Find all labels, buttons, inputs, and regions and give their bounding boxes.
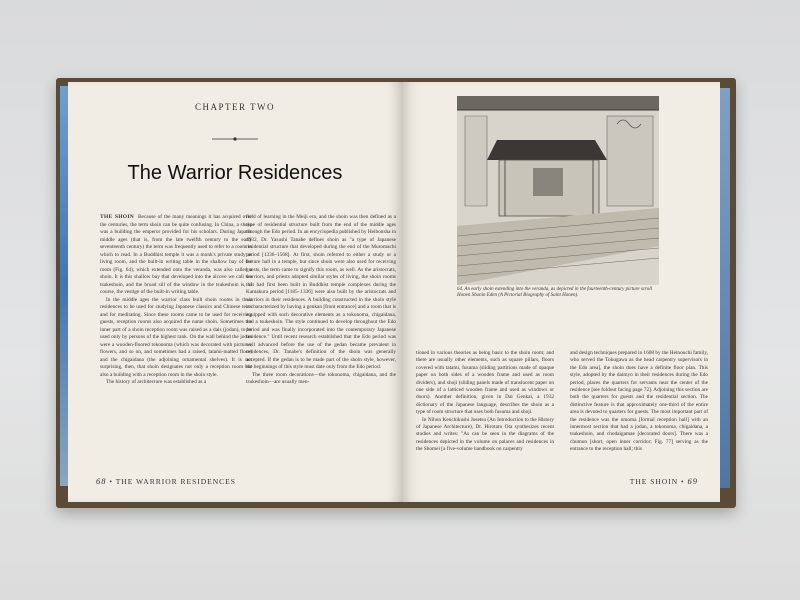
figure-caption: 64. An early shoin extending into the veranda, as depicted in the fourteenth-century picture scroll Honen Shonin Eden (A Pictorial Biography of Saint Honen). [457,287,653,299]
paragraph: The history of architecture was established as a [106,379,207,385]
page-number: 69 [687,476,698,486]
running-head: THE SHOIN • [629,477,685,486]
left-column-2 [246,214,396,387]
folio-right [630,476,698,486]
cover-edge-right [720,88,730,488]
paragraph: The three room decorations—the tokonoma, chigaidana, and the tsukeshoin—are usually men- [246,371,396,385]
right-column-1 [416,350,554,454]
chapter-label: CHAPTER TWO [194,102,276,112]
paragraph: and design techniques prepared in 1608 by the Heinouchi family, who served the Tokugawa as the head carpentry supervisors in the Edo area], the shoin does have a definite floor plan. This style, adopted by the daimyo in their residences during the Edo period, places the quarters for servants near the center of the residence [see foldout facing page 72]. Adjoining this section are both the quarters for guests and the residential section. The distinctive feature is that approximately one-third of the entire area is devoted to quarters for guests. The most important part of the residence was the omoma [formal reception hall] with an innermost section that had a jodan, a tokonoma, chigaidana, a tsukeshoin, and chodaigamae [decorated doors]. There was a chumon [short, open inner corridor; Fig. 77] serving as the entrance to the reception hall; this [570,350,708,453]
paragraph: THE SHOIN Because of the many meanings it has acquired over the centuries, the term shoin can be quite confusing. In China, a shoin was a building the emperor provided for his scholars. During Japan's middle ages (that is, from the late twelfth century to the early seventeenth century) the term was frequently used to refer to a room in which to read. In a Buddhist temple it was a monk's private study or living room, and the built-in writing table in the shallow bay of the room (Fig. 64), which extended onto the veranda, was also called a shoin. It is this shallow bay that developed into the alcove we call the tsukeshoin, and the broad sill of the window in the tsukeshoin is, of course, the vestige of the built-in writing table. [100,214,252,295]
paragraph: field of learning in the Meiji era, and the shoin was then defined as a type of residential structure built from the end of the middle ages through the Edo period. In an encyclopedia published by Heibonsha in 1932, Dr. Yasushi Tanabe defines shoin as "a type of Japanese residential structure that developed during the end of the Muromachi period [1336–1568]. At first, shoin referred to either a study or a lecture hall in a temple, but since shoin were also used for receiving guests, the term came to signify this room, as well. As the aristocrats, warriors, and priests adopted similar styles of living, the shoin rooms that had first been built in Buddhist temple complexes during the Kamakura period [1185–1336] were also built by the aristocrats and warriors in their residences. A building constructed in the shoin style is characterized by having a genkan [front entrance] and a room that is equipped with such decorative elements as a tokonoma, chigaidana, and a tsukeshoin. The style continued to develop throughout the Edo period and was finally incorporated into the contemporary Japanese residence." Until recent research established that the Edo period was well advanced before the use of the gedan became prevalent in residences, Dr. Tanabe's definition of the shoin was generally accepted. If the gedan is to be made part of the shoin style, however, the beginnings of this style must date only from the Edo period. [246,214,396,370]
scroll-illustration [457,96,659,285]
right-page [402,82,720,502]
folio-left [96,476,236,486]
paragraph: In the middle ages the warrior class built shoin rooms in their residences to be used for studying Japanese classics and Chinese texts and for meditating. Since these rooms came to be used for receiving guests, reception rooms also acquired the name shoin. Sometimes the inner part of a shoin reception room was raised as a dais (jodan), to be used only by persons of the highest rank. On the wall behind the jodan were a wooden-floored tokonoma (which was decorated with pictures, flowers, and so on, and sometimes had a raised, tatami-matted floor) and the chigaidana (the adjoining ornamental shelves). It is not surprising, then, that shoin designates not only a reception room but also a building with a reception room in the shoin style. [100,296,252,378]
running-head: • THE WARRIOR RESIDENCES [109,477,236,486]
left-column-1 [100,214,252,387]
ornament-divider [212,137,258,141]
right-column-2 [570,350,708,454]
paragraph: tioned in various theories as being basic to the shoin room; and there are usually other elements, such as square pillars, floors covered with tatami, fusuma (sliding partitions made of opaque paper on both sides of a wooden frame and used as room dividers), and shoji (sliding panels made of translucent paper on one side of a latticed wooden frame and used as windows or doors). Another definition, given in Dai Genkai, a 1932 dictionary of the Japanese language, describes the shoin as a type of room structure that uses both fusuma and shoji. [416,350,554,416]
page-number: 68 [96,476,107,486]
chapter-title: The Warrior Residences [127,162,343,184]
section-head: THE SHOIN [100,214,135,220]
left-page [68,82,402,502]
paragraph: In Nihon Kenchikushi Josetsu (An Introduction to the History of Japanese Architecture), Dr. Hirotaro Ota synthesizes recent studies and writes: "As can be seen in the diagrams of the residences depicted in the volume on palaces and residences in the Shomei [a five-volume handbook on carpentry [416,416,554,453]
